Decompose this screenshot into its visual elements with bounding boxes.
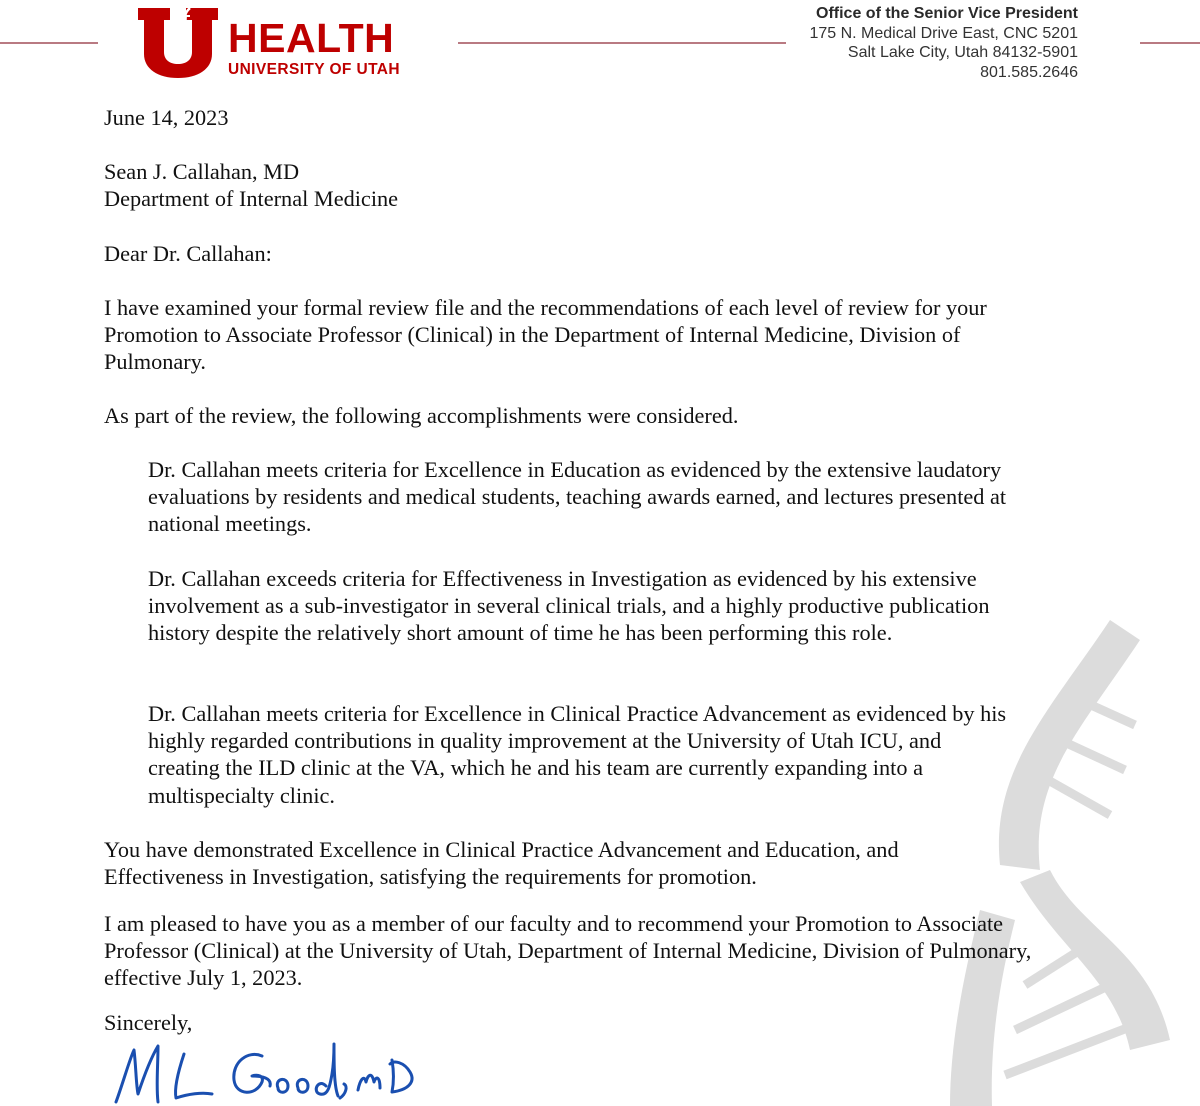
letter-body xyxy=(104,104,1064,1035)
recipient-name: Sean J. Callahan, MD xyxy=(104,159,300,184)
university-of-utah-health-logo xyxy=(136,6,411,84)
letter-date: June 14, 2023 xyxy=(104,105,229,130)
review-paragraph: I have examined your formal review file and the recommendations of each level of review for your Promotion to Associate Professor (Clinical) in the Department of Internal Medicine, Division of Pulmonary. xyxy=(104,295,987,375)
header-rule-left xyxy=(0,42,98,44)
office-title: Office of the Senior Vice President xyxy=(816,5,1078,22)
recipient-block xyxy=(104,158,398,212)
accomplishment-investigation: Dr. Callahan exceeds criteria for Effectiveness in Investigation as evidenced by his extensive involvement as a sub-investigator in several clinical trials, and a highly productive publication history despite the relatively short amount of time he has been performing this role. xyxy=(148,566,990,646)
accomplishment-education: Dr. Callahan meets criteria for Excellence in Education as evidenced by the extensive laudatory evaluations by residents and medical students, teaching awards earned, and lectures presented at national meetings. xyxy=(148,457,1007,537)
header-rule-right xyxy=(1140,42,1200,44)
u-dna-logo-icon xyxy=(136,6,220,78)
closing: Sincerely, xyxy=(104,1010,193,1035)
summary-paragraph: You have demonstrated Excellence in Clinical Practice Advancement and Education, and Effectiveness in Investigation, satisfying the requirements for promotion. xyxy=(104,837,899,890)
address-line-2: Salt Lake City, Utah 84132-5901 xyxy=(847,44,1078,61)
recommendation-paragraph: I am pleased to have you as a member of our faculty and to recommend your Promotion to Associate Professor (Clinical) at the University of Utah, Department of Internal Medicine, Division of Pulmonary, effective July 1, 2023. xyxy=(104,911,1032,991)
handwritten-signature xyxy=(112,1036,472,1106)
accomplishments-intro: As part of the review, the following accomplishments were considered. xyxy=(104,403,739,428)
phone-number: 801.585.2646 xyxy=(980,63,1078,81)
header-rule-middle xyxy=(458,42,786,44)
salutation: Dear Dr. Callahan: xyxy=(104,241,272,266)
recipient-department: Department of Internal Medicine xyxy=(104,186,399,212)
office-address-block xyxy=(809,4,1078,82)
logo-university-text: UNIVERSITY OF UTAH xyxy=(228,61,400,78)
logo-health-text: HEALTH xyxy=(228,15,395,61)
address-line-1: 175 N. Medical Drive East, CNC 5201 xyxy=(809,24,1078,42)
accomplishment-clinical-practice: Dr. Callahan meets criteria for Excellence in Clinical Practice Advancement as evidenced by his highly regarded contributions in quality improvement at the University of Utah ICU, and creating the ILD clinic at the VA, which he and his team are currently expanding into a multispecialty clinic. xyxy=(148,701,1007,808)
